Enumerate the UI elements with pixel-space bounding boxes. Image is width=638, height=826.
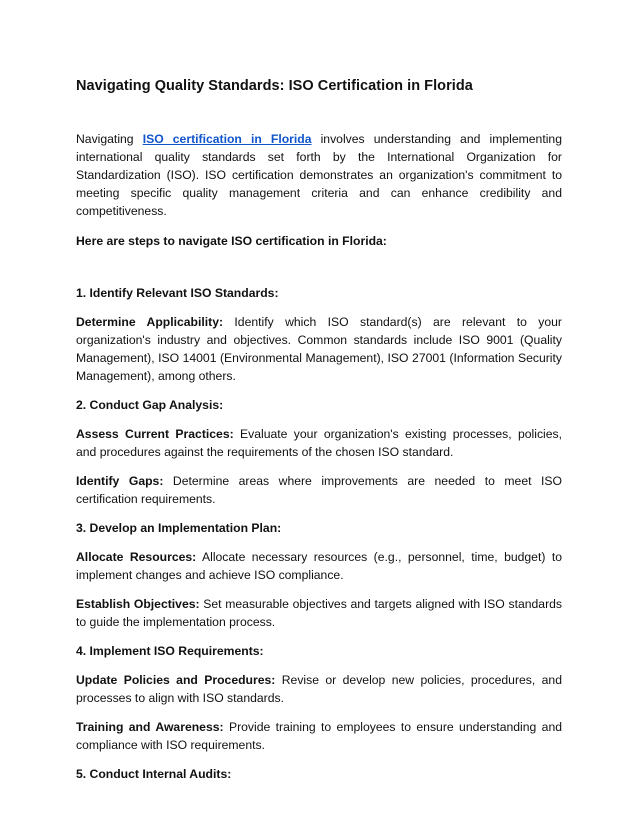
document-content — [76, 76, 562, 783]
intro-paragraph — [76, 130, 562, 220]
step-item-paragraph — [76, 718, 562, 754]
step-item-label: Update Policies and Procedures: — [76, 673, 276, 688]
step-item-paragraph — [76, 595, 562, 631]
step-item-text: Identify which ISO standard(s) are relevant to your organization's industry and objectives. Common standards include ISO 9001 (Quality Management), ISO 14001 (Environmental Management), ISO 27001 (Information Security Management), among others. — [76, 315, 562, 384]
iso-certification-link[interactable]: ISO certification in Florida — [142, 132, 312, 146]
steps-list — [76, 284, 562, 783]
step-item-paragraph — [76, 472, 562, 508]
step-heading: 1. Identify Relevant ISO Standards: — [76, 286, 279, 301]
step-item-text: Allocate necessary resources (e.g., personnel, time, budget) to implement changes and achieve ISO compliance. — [76, 550, 562, 583]
step-item-paragraph — [76, 425, 562, 461]
step-heading: 5. Conduct Internal Audits: — [76, 767, 232, 782]
step-heading: 2. Conduct Gap Analysis: — [76, 398, 224, 413]
step-item-label: Allocate Resources: — [76, 550, 197, 565]
step-item-paragraph — [76, 671, 562, 707]
step-item-paragraph — [76, 548, 562, 584]
step-item-text: Determine areas where improvements are needed to meet ISO certification requirements. — [76, 474, 562, 507]
step-item-label: Identify Gaps: — [76, 474, 164, 489]
step-item-text: Revise or develop new policies, procedures, and processes to align with ISO standards. — [76, 673, 562, 706]
step-heading: 4. Implement ISO Requirements: — [76, 644, 264, 659]
step-heading: 3. Develop an Implementation Plan: — [76, 521, 282, 536]
page-title: Navigating Quality Standards: ISO Certification in Florida — [76, 78, 473, 94]
steps-lead: Here are steps to navigate ISO certification in Florida: — [76, 234, 387, 249]
step-item-label: Establish Objectives: — [76, 597, 200, 612]
step-item-text: Provide training to employees to ensure understanding and compliance with ISO requirements. — [76, 720, 563, 753]
step-item-label: Training and Awareness: — [76, 720, 224, 735]
intro-suffix: involves understanding and implementing international quality standards set forth by the International Organization for Standardization (ISO). ISO certification demonstrates an organization's commitment to meeting specific quality management criteria and can enhance credibility and competitiveness. — [76, 132, 562, 218]
step-item-text: Set measurable objectives and targets aligned with ISO standards to guide the implementation process. — [76, 597, 562, 630]
step-item-label: Determine Applicability: — [76, 315, 224, 330]
intro-prefix: Navigating — [76, 132, 143, 146]
step-item-paragraph — [76, 313, 562, 385]
step-item-label: Assess Current Practices: — [76, 427, 234, 442]
step-item-text: Evaluate your organization's existing processes, policies, and procedures against the requirements of the chosen ISO standard. — [76, 427, 562, 460]
